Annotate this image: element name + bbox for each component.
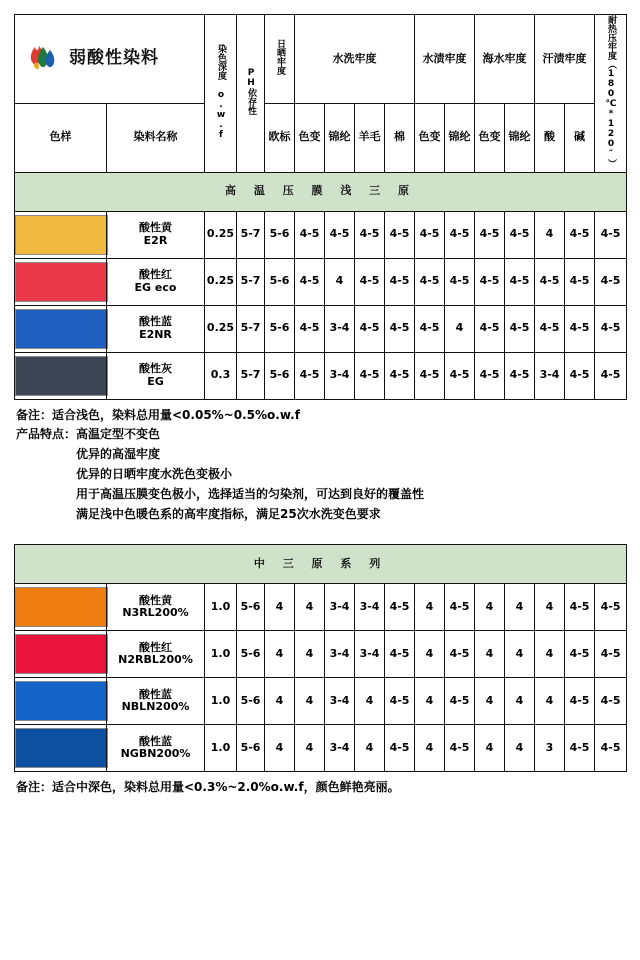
cell-sweat-1: 4 [535,584,565,631]
cell-depth: 0.3 [205,352,237,399]
dye-name-cell [107,258,205,305]
color-swatch [15,262,108,302]
note-line: 优异的高湿牢度 [76,447,161,462]
color-swatch [15,681,108,721]
cell-waterstain-1: 4-5 [415,211,445,258]
section-1-title-row [15,172,627,211]
dye-name-line1: 酸性红 [139,640,172,654]
cell-sea-1: 4-5 [475,258,505,305]
table-row [15,305,627,352]
header-wash-3: 羊毛 [355,103,385,172]
dye-name-line2: N2RBL200% [118,653,193,667]
color-swatch [15,309,108,349]
header-sea-2: 锦纶 [505,103,535,172]
cell-sea-1: 4 [475,725,505,772]
color-swatch [15,634,108,674]
cell-light: 5-6 [265,305,295,352]
cell-wash-1: 4-5 [295,305,325,352]
color-swatch-cell [15,584,107,631]
cell-depth: 0.25 [205,211,237,258]
header-swatch: 色样 [15,103,107,172]
cell-wash-3: 4-5 [355,305,385,352]
note-line: 备注：适合浅色，染料总用量<0.05%~0.5%o.w.f [16,407,300,422]
color-swatch [15,215,108,255]
header-sweat-1: 酸 [535,103,565,172]
dye-name-cell [107,678,205,725]
cell-heat: 4-5 [595,584,627,631]
dye-table-section-2 [14,544,627,772]
table-row [15,584,627,631]
cell-wash-1: 4-5 [295,211,325,258]
note-line: 优异的日晒牢度水洗色变极小 [76,467,233,482]
cell-wash-1: 4-5 [295,258,325,305]
cell-wash-3: 4-5 [355,352,385,399]
cell-light: 4 [265,678,295,725]
cell-heat: 4-5 [595,352,627,399]
table-row [15,678,627,725]
cell-ph: 5-6 [237,631,265,678]
section-2-title-row [15,545,627,584]
cell-sea-2: 4 [505,725,535,772]
cell-heat: 4-5 [595,678,627,725]
dye-name-cell [107,305,205,352]
cell-sea-2: 4-5 [505,258,535,305]
color-swatch [15,728,108,768]
cell-waterstain-1: 4-5 [415,352,445,399]
header-waterstain-1: 色变 [415,103,445,172]
cell-heat: 4-5 [595,305,627,352]
cell-waterstain-2: 4-5 [445,352,475,399]
header-wash-group: 水洗牢度 [295,15,415,104]
cell-waterstain-1: 4-5 [415,258,445,305]
table-row [15,725,627,772]
cell-sweat-1: 4 [535,631,565,678]
cell-wash-4: 4-5 [385,584,415,631]
cell-wash-4: 4-5 [385,211,415,258]
cell-sweat-2: 4-5 [565,678,595,725]
cell-waterstain-2: 4 [445,305,475,352]
cell-ph: 5-6 [237,678,265,725]
cell-light: 5-6 [265,258,295,305]
dye-name-line1: 酸性蓝 [139,315,172,328]
cell-wash-4: 4-5 [385,305,415,352]
color-swatch-cell [15,258,107,305]
header-wash-1: 色变 [295,103,325,172]
section-1-notes [16,406,626,525]
cell-waterstain-2: 4-5 [445,258,475,305]
cell-sea-2: 4-5 [505,305,535,352]
cell-wash-3: 4-5 [355,211,385,258]
cell-wash-3: 4 [355,678,385,725]
cell-sweat-1: 4 [535,211,565,258]
cell-ph: 5-7 [237,258,265,305]
color-swatch-cell [15,211,107,258]
dye-name-line2: EG [147,374,164,388]
cell-wash-1: 4-5 [295,352,325,399]
cell-waterstain-1: 4 [415,678,445,725]
cell-ph: 5-7 [237,352,265,399]
color-swatch [15,587,108,627]
note-line: 用于高温压膜变色极小，选择适当的匀染剂，可达到良好的覆盖性 [76,486,425,501]
cell-depth: 1.0 [205,678,237,725]
cell-sweat-2: 4-5 [565,584,595,631]
cell-depth: 0.25 [205,305,237,352]
dye-name-line1: 酸性黄 [139,593,172,607]
cell-sweat-1: 4 [535,678,565,725]
cell-sea-2: 4-5 [505,211,535,258]
cell-waterstain-2: 4-5 [445,584,475,631]
dye-name-line1: 酸性蓝 [139,734,172,748]
cell-light: 4 [265,725,295,772]
table-row [15,352,627,399]
header-waterstain-group: 水渍牢度 [415,15,475,104]
color-swatch-cell [15,631,107,678]
dye-name-line1: 酸性灰 [139,362,172,375]
cell-wash-2: 3-4 [325,352,355,399]
cell-sea-1: 4-5 [475,352,505,399]
color-swatch-cell [15,725,107,772]
dye-name-line1: 酸性红 [139,268,172,281]
color-swatch-cell [15,305,107,352]
cell-sweat-1: 4-5 [535,305,565,352]
cell-wash-4: 4-5 [385,631,415,678]
dye-name-cell [107,584,205,631]
cell-sea-2: 4 [505,584,535,631]
table-row [15,258,627,305]
cell-sweat-2: 4-5 [565,725,595,772]
cell-wash-4: 4-5 [385,258,415,305]
dye-name-cell [107,631,205,678]
cell-light: 5-6 [265,352,295,399]
dye-name-cell [107,211,205,258]
dye-name-line2: E2R [143,233,168,247]
dye-name-cell [107,352,205,399]
cell-ph: 5-7 [237,211,265,258]
cell-wash-2: 4-5 [325,211,355,258]
table-row [15,631,627,678]
color-swatch-cell [15,352,107,399]
cell-waterstain-1: 4 [415,584,445,631]
cell-light: 4 [265,631,295,678]
cell-wash-2: 3-4 [325,584,355,631]
cell-wash-3: 4-5 [355,258,385,305]
dye-name-line2: NBLN200% [121,700,190,714]
cell-waterstain-1: 4 [415,631,445,678]
cell-wash-3: 4 [355,725,385,772]
cell-waterstain-2: 4-5 [445,678,475,725]
dye-name-line2: N3RL200% [122,606,189,620]
cell-wash-3: 3-4 [355,584,385,631]
brand-header-cell [15,15,205,104]
cell-wash-3: 3-4 [355,631,385,678]
cell-sea-1: 4-5 [475,211,505,258]
cell-ph: 5-6 [237,584,265,631]
cell-depth: 0.25 [205,258,237,305]
cell-wash-2: 4 [325,258,355,305]
header-sea-group: 海水牢度 [475,15,535,104]
cell-sweat-2: 4-5 [565,352,595,399]
color-swatch [15,356,108,396]
cell-heat: 4-5 [595,725,627,772]
cell-wash-4: 4-5 [385,678,415,725]
note-line: 备注：适合中深色，染料总用量<0.3%~2.0%o.w.f，颜色鲜艳亮丽。 [16,780,400,795]
dye-name-line2: E2NR [139,327,172,341]
header-sweat-group: 汗渍牢度 [535,15,595,104]
header-waterstain-2: 锦纶 [445,103,475,172]
cell-heat: 4-5 [595,211,627,258]
header-depth: 染色深度 o.w.f [205,15,237,173]
cell-wash-2: 3-4 [325,305,355,352]
cell-sweat-2: 4-5 [565,305,595,352]
cell-waterstain-1: 4 [415,725,445,772]
flame-droplet-logo-icon [23,37,63,81]
note-line: 满足浅中色暖色系的高牢度指标，满足25次水洗变色要求 [76,506,381,521]
header-light-sub: 欧标 [265,103,295,172]
cell-depth: 1.0 [205,725,237,772]
table-row [15,211,627,258]
cell-sea-1: 4 [475,631,505,678]
cell-wash-2: 3-4 [325,631,355,678]
section-2-title: 中 三 原 系 列 [15,545,627,584]
cell-light: 5-6 [265,211,295,258]
cell-ph: 5-7 [237,305,265,352]
dye-name-cell [107,725,205,772]
dye-table-section-1 [14,14,627,400]
cell-sweat-2: 4-5 [565,258,595,305]
cell-wash-1: 4 [295,725,325,772]
cell-sweat-1: 3-4 [535,352,565,399]
cell-sweat-1: 4-5 [535,258,565,305]
cell-waterstain-2: 4-5 [445,211,475,258]
cell-wash-1: 4 [295,584,325,631]
cell-wash-2: 3-4 [325,725,355,772]
header-ph: PH依存性 [237,15,265,173]
cell-wash-4: 4-5 [385,352,415,399]
cell-sea-1: 4 [475,678,505,725]
cell-sweat-2: 4-5 [565,631,595,678]
cell-ph: 5-6 [237,725,265,772]
cell-sweat-1: 3 [535,725,565,772]
cell-heat: 4-5 [595,258,627,305]
cell-heat: 4-5 [595,631,627,678]
cell-sea-1: 4-5 [475,305,505,352]
cell-waterstain-2: 4-5 [445,631,475,678]
header-wash-2: 锦纶 [325,103,355,172]
cell-sea-1: 4 [475,584,505,631]
dye-name-line2: EG eco [134,280,177,294]
cell-waterstain-2: 4-5 [445,725,475,772]
cell-sea-2: 4 [505,631,535,678]
dye-name-line1: 酸性蓝 [139,687,172,701]
section-1-title: 高 温 压 膜 浅 三 原 [15,172,627,211]
cell-wash-2: 3-4 [325,678,355,725]
cell-wash-1: 4 [295,678,325,725]
header-wash-4: 棉 [385,103,415,172]
header-name: 染料名称 [107,103,205,172]
note-line: 产品特点：高温定型不变色 [16,427,161,442]
cell-wash-1: 4 [295,631,325,678]
header-heat: 耐热压牢度（180℃*120″） [595,15,627,173]
cell-depth: 1.0 [205,584,237,631]
brand-name: 弱酸性染料 [69,48,159,69]
cell-sea-2: 4-5 [505,352,535,399]
section-2-notes [16,778,626,798]
dye-name-line2: NGBN200% [120,747,191,761]
header-sweat-2: 碱 [565,103,595,172]
color-swatch-cell [15,678,107,725]
cell-sea-2: 4 [505,678,535,725]
dye-name-line1: 酸性黄 [139,221,172,234]
cell-waterstain-1: 4-5 [415,305,445,352]
cell-light: 4 [265,584,295,631]
cell-wash-4: 4-5 [385,725,415,772]
header-light-group: 日晒牢度 [265,15,295,104]
cell-depth: 1.0 [205,631,237,678]
header-sea-1: 色变 [475,103,505,172]
cell-sweat-2: 4-5 [565,211,595,258]
